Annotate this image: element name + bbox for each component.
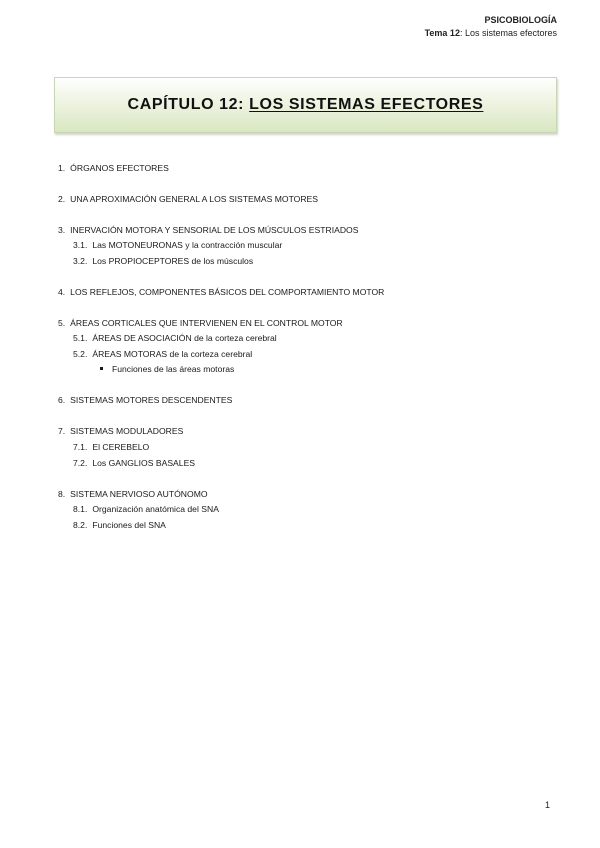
toc-subitem-number: 5.1. [73,333,88,343]
toc-item-text: SISTEMAS MOTORES DESCENDENTES [70,395,233,405]
page-number: 1 [545,800,551,810]
chapter-title-main: LOS SISTEMAS EFECTORES [249,96,484,113]
toc-subitem-text: Las MOTONEURONAS y la contracción muscular [92,240,283,250]
toc-item-8 [58,489,208,500]
toc-subitem-number: 8.1. [73,504,88,514]
toc-item-text: INERVACIÓN MOTORA Y SENSORIAL DE LOS MÚSCULOS ESTRIADOS [70,225,359,235]
toc-item-number: 1. [58,163,66,173]
toc-subitem-number: 3.2. [73,256,88,266]
toc-subitem-number: 7.1. [73,442,88,452]
toc-item-number: 3. [58,225,66,235]
toc-subitem-7-1 [73,442,149,453]
toc-bullet-text: Funciones de las áreas motoras [112,364,235,374]
toc-item-text: ÓRGANOS EFECTORES [70,163,169,173]
header-topic-label: Tema 12 [424,28,460,38]
toc-subitem-text: ÁREAS MOTORAS de la corteza cerebral [92,349,253,359]
header-topic-rest: : Los sistemas efectores [459,28,557,38]
toc-item-number: 6. [58,395,66,405]
chapter-title-separator: : [238,96,250,113]
toc-subitem-number: 5.2. [73,349,88,359]
toc-item-1 [58,163,169,174]
toc-subitem-text: Organización anatómica del SNA [92,504,219,514]
toc-item-number: 2. [58,194,66,204]
toc-subitem-3-2 [73,256,253,267]
toc-subitem-number: 7.2. [73,458,88,468]
toc-subitem-number: 3.1. [73,240,88,250]
toc-item-7 [58,426,183,437]
toc-subitem-text: El CEREBELO [92,442,150,452]
toc-subitem-text: ÁREAS DE ASOCIACIÓN de la corteza cerebral [92,333,277,343]
toc-subitem-5-2 [73,349,252,360]
toc-subitem-8-1 [73,504,219,515]
toc-item-text: UNA APROXIMACIÓN GENERAL A LOS SISTEMAS MOTORES [70,194,319,204]
toc-item-number: 8. [58,489,66,499]
header-subject: PSICOBIOLOGÍA [484,15,557,25]
toc-item-5 [58,318,343,329]
toc-subitem-number: 8.2. [73,520,88,530]
toc-item-text: SISTEMA NERVIOSO AUTÓNOMO [70,489,208,499]
toc-subitem-text: Los PROPIOCEPTORES de los músculos [92,256,254,266]
toc-item-3 [58,225,358,236]
toc-item-6 [58,395,232,406]
toc-item-text: ÁREAS CORTICALES QUE INTERVIENEN EN EL CONTROL MOTOR [70,318,343,328]
square-bullet-icon [100,367,103,370]
toc-item-text: LOS REFLEJOS, COMPONENTES BÁSICOS DEL COMPORTAMIENTO MOTOR [70,287,385,297]
toc-bullet-5-2 [100,364,234,375]
toc-item-2 [58,194,318,205]
toc-subitem-8-2 [73,520,166,531]
toc-item-number: 7. [58,426,66,436]
toc-item-number: 5. [58,318,66,328]
chapter-title-prefix: CAPÍTULO 12 [127,96,239,113]
toc-subitem-5-1 [73,333,277,344]
toc-subitem-7-2 [73,458,195,469]
toc-subitem-3-1 [73,240,282,251]
toc-subitem-text: Los GANGLIOS BASALES [92,458,196,468]
toc-subitem-text: Funciones del SNA [92,520,166,530]
toc-item-number: 4. [58,287,66,297]
toc-item-4 [58,287,384,298]
toc-item-text: SISTEMAS MODULADORES [70,426,184,436]
